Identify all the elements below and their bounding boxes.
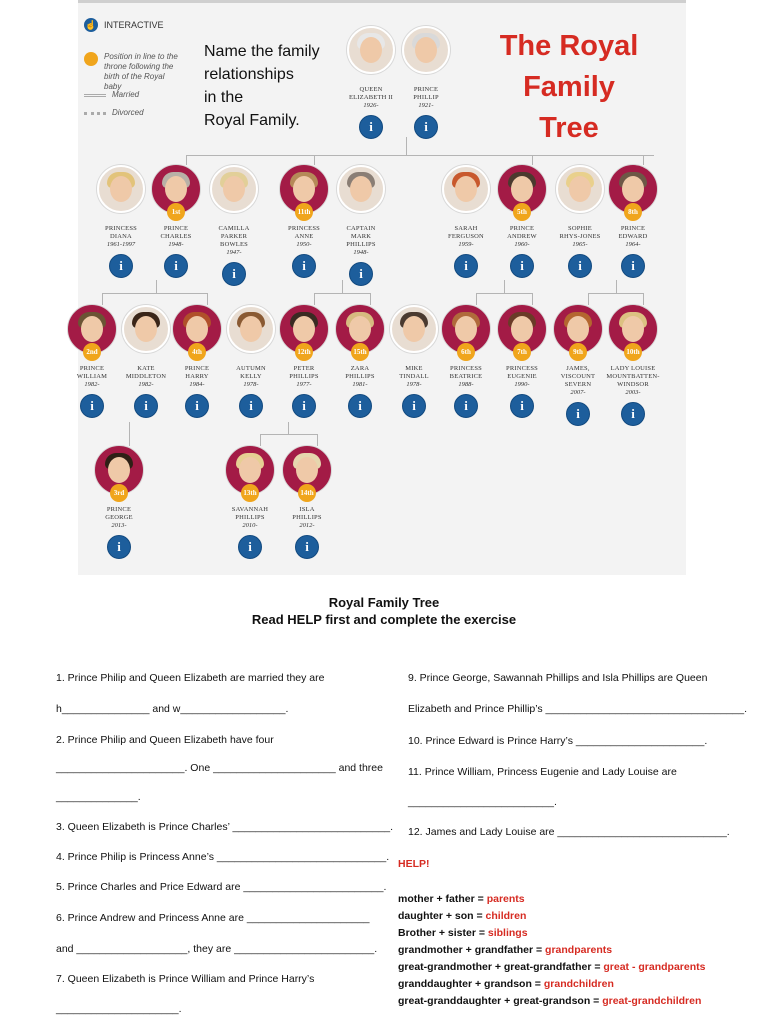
- person-name-line: VISCOUNT: [560, 373, 596, 380]
- person-years: 2003-: [625, 389, 641, 396]
- person-name-line: PETER: [293, 365, 315, 372]
- help-row: [398, 927, 528, 939]
- person-name-line: ELIZABETH II: [348, 94, 394, 101]
- person-name-line: PHILLIP: [413, 94, 439, 101]
- person-name-line: PRINCE: [163, 225, 189, 232]
- title-line: Tree: [539, 112, 599, 144]
- info-icon[interactable]: i: [134, 394, 158, 418]
- portrait-photo: [97, 165, 145, 213]
- question-blank[interactable]: 6. Prince Andrew and Princess Anne are _____________________: [56, 912, 370, 924]
- person-edward: [601, 165, 665, 278]
- question-blank[interactable]: and ___________________, they are ________________________.: [56, 943, 378, 955]
- person-name-line: SARAH: [454, 225, 478, 232]
- person-years: 2010-: [242, 522, 258, 529]
- info-icon[interactable]: i: [568, 254, 592, 278]
- person-name-line: CAMILLA: [218, 225, 250, 232]
- person-years: 1950-: [296, 241, 312, 248]
- throne-rank-badge: 14th: [298, 484, 316, 502]
- person-name-line: WILLIAM: [76, 373, 108, 380]
- info-icon[interactable]: i: [454, 394, 478, 418]
- divorced-line-icon: [84, 112, 106, 115]
- person-name-line: MIKE: [405, 365, 423, 372]
- title-line: Family: [523, 71, 615, 103]
- person-years: 1982-: [84, 381, 100, 388]
- person-years: 2012-: [299, 522, 315, 529]
- help-result: siblings: [487, 927, 528, 939]
- person-years: 1981-: [352, 381, 368, 388]
- divorced-label: Divorced: [112, 108, 144, 117]
- person-years: 1948-: [168, 241, 184, 248]
- married-label: Married: [112, 90, 140, 99]
- throne-rank-badge: 11th: [295, 203, 313, 221]
- person-name-line: CAPTAIN: [346, 225, 376, 232]
- person-years: 1959-: [458, 241, 474, 248]
- rank-badge-icon: [84, 52, 98, 66]
- person-name-line: MIDDLETON: [125, 373, 167, 380]
- person-years: 2007-: [570, 389, 586, 396]
- interactive-icon[interactable]: ☝: [85, 20, 97, 30]
- person-name-line: MOUNTBATTEN-: [606, 373, 660, 380]
- person-name-line: FERGUSON: [448, 233, 484, 240]
- person-name-line: RHYS-JONES: [559, 233, 601, 240]
- person-name-line: JAMES,: [566, 365, 590, 372]
- person-years: 1982-: [138, 381, 154, 388]
- portrait-photo: [556, 165, 604, 213]
- prompt-line: relationships: [204, 66, 294, 83]
- person-name-line: GEORGE: [105, 514, 133, 521]
- person-name-line: DIANA: [110, 233, 132, 240]
- person-name-line: HARRY: [185, 373, 209, 380]
- info-icon[interactable]: i: [185, 394, 209, 418]
- person-name-line: BOWLES: [220, 241, 248, 248]
- person-name-line: QUEEN: [359, 86, 383, 93]
- person-name: [202, 225, 266, 249]
- person-name: [272, 225, 336, 241]
- throne-rank-badge: 7th: [513, 343, 531, 361]
- person-name-line: ZARA: [350, 365, 370, 372]
- prompt-line: in the: [204, 89, 244, 106]
- question-blank[interactable]: ______________.: [56, 791, 141, 803]
- question-blank[interactable]: 4. Prince Philip is Princess Anne’s _____________________________.: [56, 851, 390, 863]
- throne-rank-badge: 2nd: [83, 343, 101, 361]
- person-peter: [272, 305, 336, 418]
- info-icon[interactable]: i: [359, 115, 383, 139]
- person-years: 1965-: [572, 241, 588, 248]
- person-name-line: PHILLIPS: [346, 241, 376, 248]
- person-savannah: [218, 446, 282, 559]
- info-icon[interactable]: i: [109, 254, 133, 278]
- info-icon[interactable]: i: [292, 254, 316, 278]
- help-row: [398, 910, 526, 922]
- person-name-line: PRINCESS: [105, 225, 137, 232]
- portrait-photo: [442, 165, 490, 213]
- help-result: great - grandparents: [603, 961, 706, 973]
- help-row: [398, 995, 701, 1007]
- person-name-line: PRINCE: [413, 86, 439, 93]
- help-row: [398, 978, 614, 990]
- throne-rank-badge: 13th: [241, 484, 259, 502]
- person-andrew: [490, 165, 554, 278]
- person-years: 1984-: [189, 381, 205, 388]
- interactive-label: INTERACTIVE: [104, 20, 164, 30]
- person-years: 1961-1997: [106, 241, 136, 248]
- person-name-line: AUTUMN: [236, 365, 266, 372]
- person-name-line: ANDREW: [507, 233, 537, 240]
- person-name-line: WINDSOR: [617, 381, 649, 388]
- portrait-photo: [347, 26, 395, 74]
- person-name: [272, 365, 336, 381]
- worksheet-title: Royal Family Tree: [328, 595, 440, 610]
- throne-rank-badge: 5th: [513, 203, 531, 221]
- person-sarah: [434, 165, 498, 278]
- person-name: [601, 225, 665, 241]
- person-name-line: PRINCE: [106, 506, 132, 513]
- throne-rank-badge: 15th: [351, 343, 369, 361]
- info-icon[interactable]: i: [80, 394, 104, 418]
- person-years: 1947-: [226, 249, 242, 256]
- person-name-line: SOPHIE: [568, 225, 592, 232]
- person-name-line: EDWARD: [618, 233, 648, 240]
- person-isla: [275, 446, 339, 559]
- help-terms: grandmother + grandfather =: [398, 944, 546, 956]
- person-name: [601, 365, 665, 389]
- person-name-line: PRINCE: [509, 225, 535, 232]
- person-name: [434, 365, 498, 381]
- portrait-photo: [402, 26, 450, 74]
- person-name: [434, 225, 498, 241]
- throne-rank-badge: 3rd: [110, 484, 128, 502]
- help-result: great-grandchildren: [602, 995, 702, 1007]
- help-result: parents: [486, 893, 525, 905]
- question-text: 11. Prince William, Princess Eugenie and Lady Louise are: [408, 766, 677, 778]
- question-blank[interactable]: 12. James and Lady Louise are _____________________________.: [408, 826, 730, 838]
- help-terms: Brother + sister =: [398, 927, 488, 939]
- info-icon[interactable]: i: [164, 254, 188, 278]
- person-name: [490, 225, 554, 241]
- throne-rank-badge: 9th: [569, 343, 587, 361]
- throne-rank-badge: 12th: [295, 343, 313, 361]
- person-name-line: PARKER: [220, 233, 248, 240]
- person-phillip: [394, 26, 458, 139]
- person-name-line: MARK: [350, 233, 372, 240]
- person-name: [394, 86, 458, 102]
- page-title: [498, 26, 640, 149]
- person-name-line: PRINCESS: [506, 365, 538, 372]
- info-icon[interactable]: i: [414, 115, 438, 139]
- person-name-line: PRINCE: [79, 365, 105, 372]
- person-mark: [329, 165, 393, 286]
- person-name-line: BEATRICE: [449, 373, 483, 380]
- throne-rank-badge: 1st: [167, 203, 185, 221]
- help-result: grandparents: [545, 944, 613, 956]
- person-beatrice: [434, 305, 498, 418]
- help-terms: great-granddaughter + great-grandson =: [398, 995, 603, 1007]
- person-name-line: SEVERN: [564, 381, 592, 388]
- help-terms: mother + father =: [398, 893, 487, 905]
- info-icon[interactable]: i: [402, 394, 426, 418]
- info-icon[interactable]: i: [239, 394, 263, 418]
- question-blank[interactable]: 10. Prince Edward is Prince Harry’s ______________________.: [408, 735, 708, 747]
- question-blank[interactable]: 5. Prince Charles and Price Edward are ________________________.: [56, 881, 387, 893]
- person-louise: [601, 305, 665, 426]
- person-name-line: KATE: [137, 365, 155, 372]
- question-text: 9. Prince George, Sawannah Phillips and Isla Phillips are Queen: [408, 672, 708, 684]
- person-eugenie: [490, 305, 554, 418]
- person-name-line: ISLA: [299, 506, 315, 513]
- person-name-line: PRINCE: [184, 365, 210, 372]
- person-years: 1978-: [406, 381, 422, 388]
- person-name: [87, 506, 151, 522]
- portrait-photo: [227, 305, 275, 353]
- question-blank[interactable]: ______________________. One _____________________ and three: [56, 762, 383, 774]
- throne-rank-badge: 4th: [188, 343, 206, 361]
- person-name-line: PHILLIPS: [235, 514, 265, 521]
- person-name-line: KELLY: [240, 373, 262, 380]
- help-title: HELP!: [398, 858, 430, 870]
- person-name: [218, 506, 282, 522]
- person-name: [329, 225, 393, 249]
- prompt-line: Name the family: [204, 43, 320, 60]
- person-name-line: SAVANNAH: [231, 506, 269, 513]
- info-icon[interactable]: i: [222, 262, 246, 286]
- person-name: [144, 225, 208, 241]
- portrait-photo: [122, 305, 170, 353]
- portrait-photo: [337, 165, 385, 213]
- person-name-line: TINDALL: [399, 373, 429, 380]
- throne-rank-badge: 8th: [624, 203, 642, 221]
- help-row: [398, 961, 705, 973]
- info-icon[interactable]: i: [454, 254, 478, 278]
- person-george: [87, 446, 151, 559]
- prompt-line: Royal Family.: [204, 112, 300, 129]
- info-icon[interactable]: i: [621, 254, 645, 278]
- instruction-prompt: [204, 40, 320, 132]
- married-line-icon: [84, 94, 106, 97]
- throne-rank-badge: 10th: [624, 343, 642, 361]
- person-anne: [272, 165, 336, 278]
- info-icon[interactable]: i: [292, 394, 316, 418]
- help-result: children: [485, 910, 527, 922]
- person-name-line: PHILLIPS: [289, 373, 319, 380]
- person-name-line: PRINCE: [620, 225, 646, 232]
- portrait-photo: [210, 165, 258, 213]
- person-name: [275, 506, 339, 522]
- person-name-line: PRINCESS: [450, 365, 482, 372]
- info-icon[interactable]: i: [107, 535, 131, 559]
- person-name-line: PHILLIPS: [345, 373, 375, 380]
- person-years: 1960-: [514, 241, 530, 248]
- person-years: 1977-: [296, 381, 312, 388]
- question-blank[interactable]: _____________________.: [56, 1003, 182, 1015]
- person-name: [490, 365, 554, 381]
- person-name-line: LADY LOUISE: [610, 365, 656, 372]
- info-icon[interactable]: i: [510, 394, 534, 418]
- info-icon[interactable]: i: [295, 535, 319, 559]
- info-icon[interactable]: i: [621, 402, 645, 426]
- person-years: 1978-: [243, 381, 259, 388]
- person-years: 1964-: [625, 241, 641, 248]
- question-blank[interactable]: _________________________.: [408, 796, 557, 808]
- person-camilla: [202, 165, 266, 286]
- question-text: 7. Queen Elizabeth is Prince William and Prince Harry’s: [56, 973, 315, 985]
- person-name-line: ANNE: [294, 233, 314, 240]
- help-row: [398, 893, 525, 905]
- help-result: grandchildren: [543, 978, 614, 990]
- question-text: 1. Prince Philip and Queen Elizabeth are married they are: [56, 672, 325, 684]
- position-legend-text: Position in line to the throne following the birth of the Royal baby: [104, 52, 178, 91]
- person-name-line: CHARLES: [160, 233, 192, 240]
- info-icon[interactable]: i: [510, 254, 534, 278]
- portrait-photo: [390, 305, 438, 353]
- person-years: 1921-: [418, 102, 434, 109]
- title-line: The Royal: [499, 30, 639, 62]
- question-text: 2. Prince Philip and Queen Elizabeth have four: [56, 734, 274, 746]
- info-icon[interactable]: i: [348, 394, 372, 418]
- person-years: 1988-: [458, 381, 474, 388]
- throne-rank-badge: 6th: [457, 343, 475, 361]
- person-years: 1990-: [514, 381, 530, 388]
- help-terms: great-grandmother + great-grandfather =: [398, 961, 604, 973]
- question-blank[interactable]: h_______________ and w__________________.: [56, 703, 289, 715]
- person-charles: [144, 165, 208, 278]
- question-blank[interactable]: Elizabeth and Prince Phillip’s __________________________________.: [408, 703, 748, 715]
- person-years: 1948-: [353, 249, 369, 256]
- person-name-line: PRINCESS: [288, 225, 320, 232]
- info-icon[interactable]: i: [349, 262, 373, 286]
- help-terms: granddaughter + grandson =: [398, 978, 544, 990]
- person-years: 2013-: [111, 522, 127, 529]
- person-years: 1926-: [363, 102, 379, 109]
- person-name-line: EUGENIE: [507, 373, 537, 380]
- person-name-line: PHILLIPS: [292, 514, 322, 521]
- worksheet-subtitle: Read HELP first and complete the exercise: [251, 612, 517, 627]
- info-icon[interactable]: i: [566, 402, 590, 426]
- question-blank[interactable]: 3. Queen Elizabeth is Prince Charles’ ___________________________.: [56, 821, 394, 833]
- help-terms: daughter + son =: [398, 910, 486, 922]
- help-row: [398, 944, 612, 956]
- info-icon[interactable]: i: [238, 535, 262, 559]
